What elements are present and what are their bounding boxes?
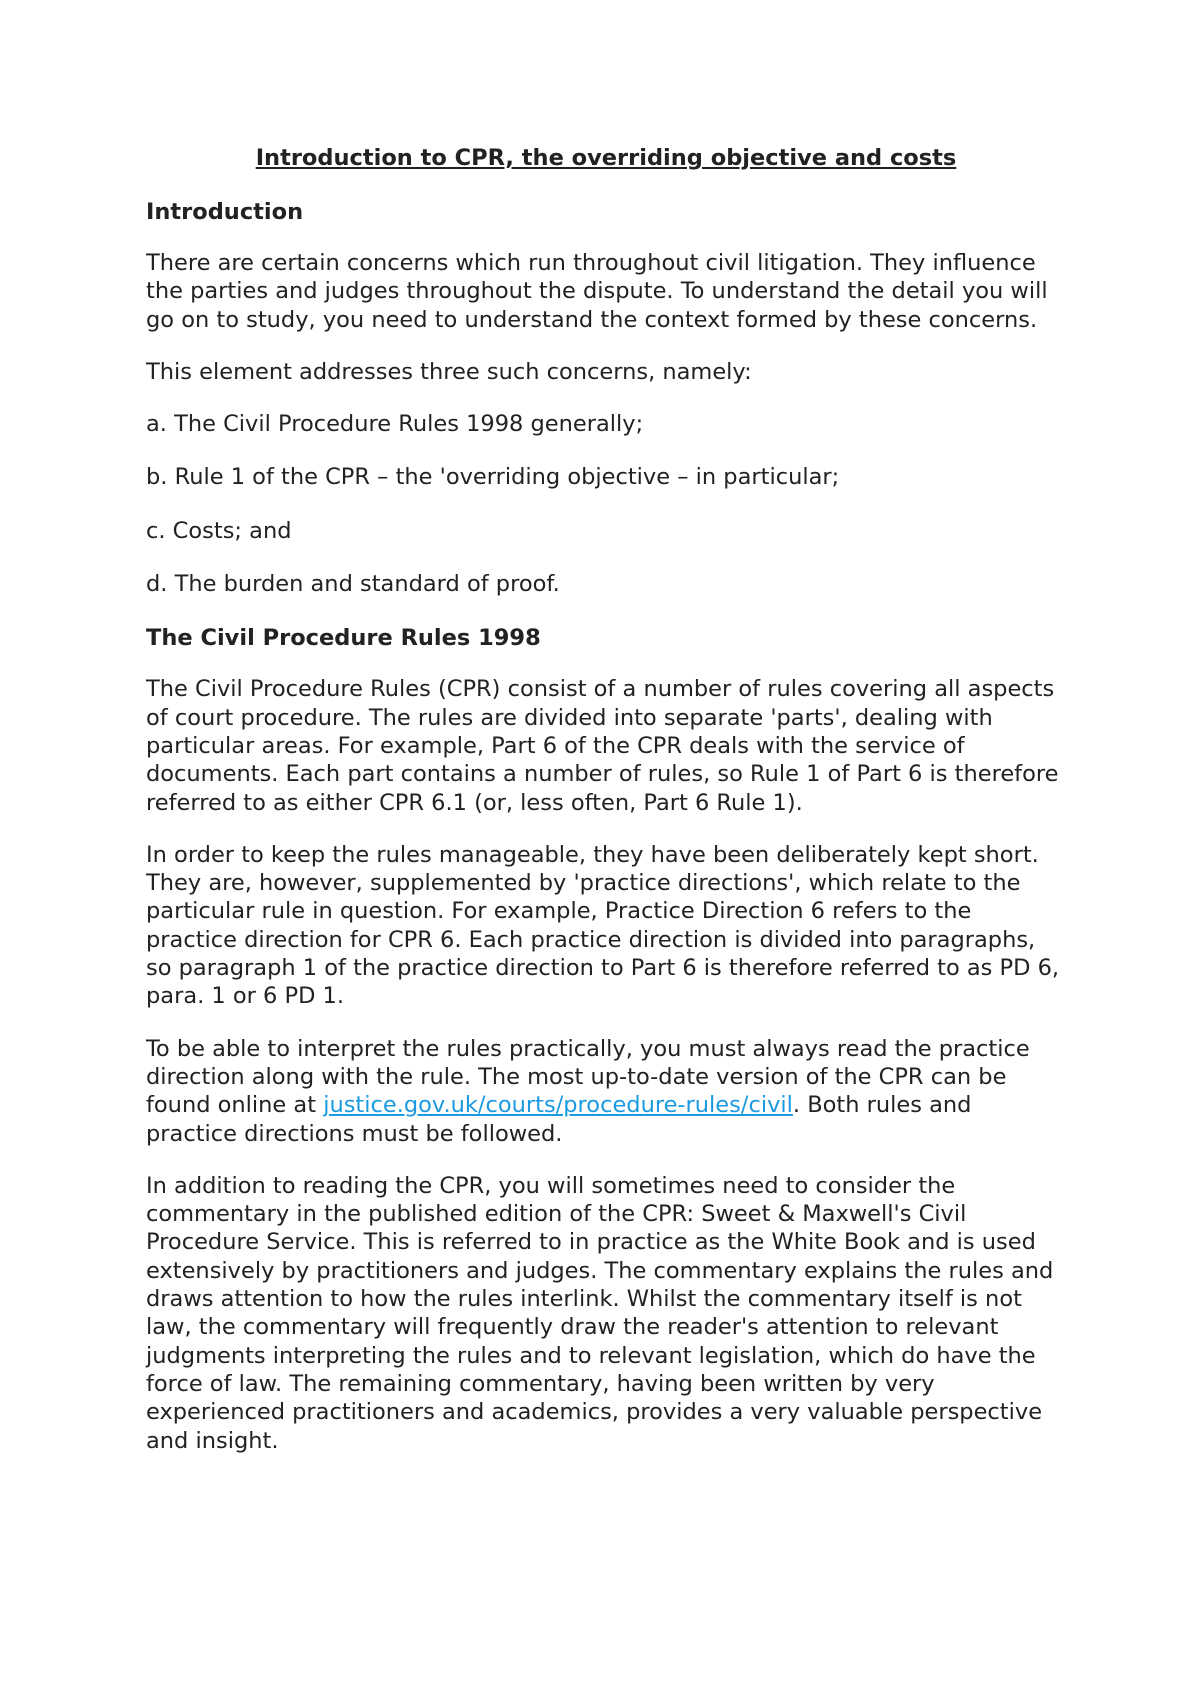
list-item-c: c. Costs; and [146, 517, 292, 544]
section-heading-introduction: Introduction [146, 199, 304, 225]
document-page [146, 143, 1066, 1479]
cpr-paragraph-3-text-after: . Both rules and practice directions must be followed. [146, 1092, 972, 1147]
cpr-paragraph-4: In addition to reading the CPR, you will sometimes need to consider the commentary in the published edition of the CPR: Sweet & Maxwell's Civil Procedure Service. This is referred to in practice as the White Book and is used extensively by practitioners and judges. The commentary explains the rules and draws attention to how the rules interlink. Whilst the commentary itself is not law, the commentary will frequently draw the reader's attention to relevant judgments interpreting the rules and to relevant legislation, which do have the force of law. The remaining commentary, having been written by very experienced practitioners and academics, provides a very valuable perspective and insight. [146, 1172, 1054, 1454]
list-item-a: a. The Civil Procedure Rules 1998 generally; [146, 411, 644, 438]
intro-paragraph-2: This element addresses three such concerns, namely: [146, 358, 752, 385]
cpr-online-link[interactable]: justice.gov.uk/courts/procedure-rules/civil [323, 1092, 793, 1119]
cpr-paragraph-1: The Civil Procedure Rules (CPR) consist of a number of rules covering all aspects of court procedure. The rules are divided into separate 'parts', dealing with particular areas. For example, Part 6 of the CPR deals with the service of documents. Each part contains a number of rules, so Rule 1 of Part 6 is therefore referred to as either CPR 6.1 (or, less often, Part 6 Rule 1). [146, 676, 1059, 816]
cpr-paragraph-3 [146, 1035, 1066, 1148]
section-heading-cpr: The Civil Procedure Rules 1998 [146, 625, 541, 652]
list-item-d: d. The burden and standard of proof. [146, 571, 560, 598]
cpr-paragraph-2: In order to keep the rules manageable, they have been deliberately kept short. They are, however, supplemented by 'practice directions', which relate to the particular rule in question. For example, Practice Direction 6 refers to the practice direction for CPR 6. Each practice direction is divided into paragraphs, so paragraph 1 of the practice direction to Part 6 is therefore referred to as PD 6, para. 1 or 6 PD 1. [146, 841, 1060, 1010]
list-item-b: b. Rule 1 of the CPR – the 'overriding objective – in particular; [146, 464, 840, 491]
cpr-paragraph-3-text-before: To be able to interpret the rules practically, you must always read the practice direction along with the rule. The most up-to-date version of the CPR can be found online at [146, 1035, 1030, 1119]
intro-paragraph-1: There are certain concerns which run throughout civil litigation. They influence the parties and judges throughout the dispute. To understand the detail you will go on to study, you need to understand the context formed by these concerns. [146, 250, 1048, 333]
document-title: Introduction to CPR, the overriding objective and costs [255, 145, 957, 171]
